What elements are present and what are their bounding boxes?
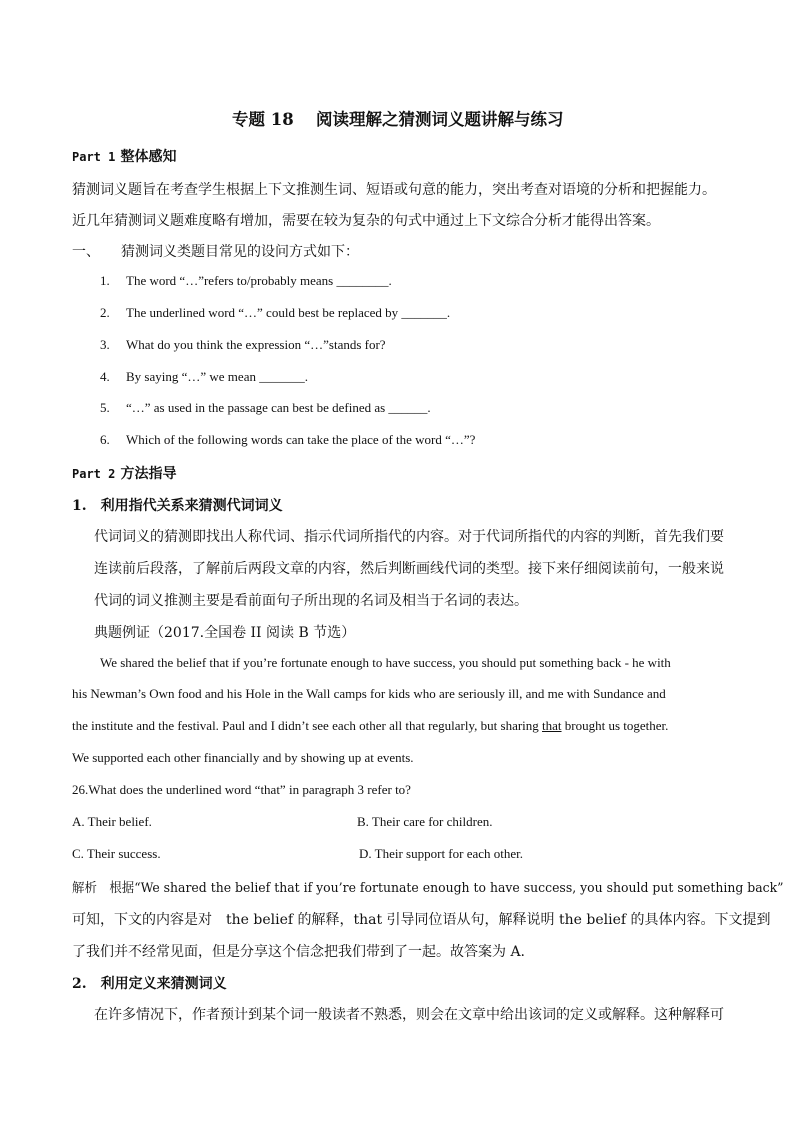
method-2-text-line: 在许多情况下，作者预计到某个词一般读者不熟悉，则会在文章中给出该词的定义或解释。这种解释可 (94, 1007, 724, 1023)
part1-heading (72, 146, 176, 166)
analysis-line: 可知，下文的内容是对 the belief 的解释，that 引导同位语从句，解释说明 the belief 的具体内容。下文提到 (72, 912, 771, 928)
part1-label-en: Part 1 (72, 150, 116, 164)
passage-line (72, 718, 668, 734)
item-number: 3. (100, 337, 110, 352)
part2-label-en: Part 2 (72, 467, 116, 481)
example-label: 典题例证（2017.全国卷 II 阅读 B 节选） (94, 625, 356, 641)
item-number: 2. (100, 305, 110, 320)
item-text: What do you think the expression “…”stands for? (126, 337, 386, 352)
part1-paragraph-2: 近几年猜测词义题难度略有增加，需要在较为复杂的句式中通过上下文综合分析才能得出答案。 (72, 213, 660, 229)
passage-line: We supported each other financially and by showing up at events. (72, 750, 414, 765)
question-type-item (100, 273, 392, 289)
item-number: 1. (100, 273, 110, 288)
passage-text: the institute and the festival. Paul and I didn’t see each other all that regularly, but sharing (72, 718, 543, 733)
item-text: Which of the following words can take the place of the word “…”? (126, 432, 476, 447)
question-type-item (100, 369, 308, 385)
method-1-text-line: 代词的词义推测主要是看前面句子所出现的名词及相当于名词的表达。 (94, 593, 528, 609)
part1-paragraph-1: 猜测词义题旨在考查学生根据上下文推测生词、短语或句意的能力，突出考查对语境的分析和把握能力。 (72, 182, 716, 198)
passage-text: brought us together. (561, 718, 669, 733)
passage-line: his Newman’s Own food and his Hole in the Wall camps for kids who are seriously ill, and me with Sundance and (72, 686, 666, 701)
question-type-item (100, 305, 450, 321)
analysis-line: 解析 根据“We shared the belief that if you’re fortunate enough to have success, you should put something back” (72, 881, 784, 896)
question-type-item (100, 337, 386, 353)
part2-label-cn: 方法指导 (120, 466, 177, 482)
item-number: 4. (100, 369, 110, 384)
option-a: A. Their belief. (72, 814, 152, 829)
part2-heading (72, 463, 176, 483)
method-1-text-line: 代词词义的猜测即找出人称代词、指示代词所指代的内容。对于代词所指代的内容的判断，首先我们要 (94, 529, 724, 545)
item-text: The underlined word “…” could best be replaced by _______. (126, 305, 451, 320)
method-2-heading: 2. 利用定义来猜测词义 (72, 976, 227, 992)
item-number: 6. (100, 432, 110, 447)
option-c: C. Their success. (72, 846, 161, 861)
document-title: 专题 18 阅读理解之猜测词义题讲解与练习 (232, 110, 564, 129)
question-types-intro: 一、 猜测词义类题目常见的设问方式如下： (72, 244, 359, 260)
underlined-word: that (542, 718, 562, 733)
method-1-text-line: 连读前后段落，了解前后两段文章的内容，然后判断画线代词的类型。接下来仔细阅读前句，一般来说 (94, 561, 724, 577)
analysis-line: 了我们并不经常见面，但是分享这个信念把我们带到了一起。故答案为 A. (72, 944, 526, 960)
method-1-heading: 1. 利用指代关系来猜测代词词义 (72, 498, 283, 514)
part1-label-cn: 整体感知 (120, 149, 177, 165)
question-type-item (100, 432, 475, 448)
item-text: “…” as used in the passage can best be defined as ______. (126, 400, 431, 415)
option-b: B. Their care for children. (357, 814, 493, 829)
item-number: 5. (100, 400, 110, 415)
question-type-item (100, 400, 431, 416)
passage-line: We shared the belief that if you’re fortunate enough to have success, you should put something back - he with (100, 655, 671, 670)
option-d: D. Their support for each other. (359, 846, 524, 861)
example-question: 26.What does the underlined word “that” in paragraph 3 refer to? (72, 782, 411, 797)
item-text: The word “…”refers to/probably means ________. (126, 273, 392, 288)
item-text: By saying “…” we mean _______. (126, 369, 308, 384)
